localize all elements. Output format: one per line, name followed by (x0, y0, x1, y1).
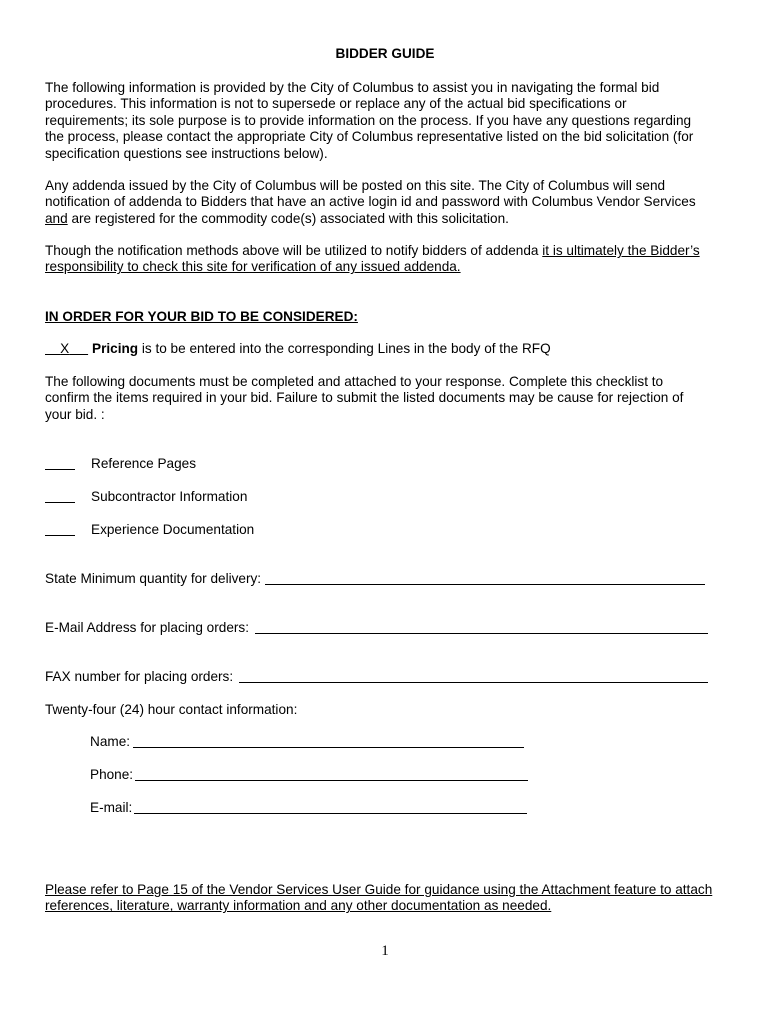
notification-underlined: it is ultimately the Bidder’s (542, 243, 700, 258)
intro-line: procedures. This information is not to supersede or replace any of the actual bid specifications or (45, 96, 627, 112)
checklist-item (45, 489, 248, 504)
checklist-item (45, 522, 255, 537)
documents-line: confirm the items required in your bid. Failure to submit the listed documents may be cause for rejection of (45, 390, 684, 406)
pricing-line (45, 341, 551, 356)
fax-field[interactable] (239, 682, 708, 683)
checklist-blank[interactable] (45, 489, 75, 503)
checklist-label: Reference Pages (91, 456, 197, 471)
notification-plain: Though the notification methods above will be utilized to notify bidders of addenda (45, 243, 543, 258)
pricing-text: is to be entered into the corresponding Lines in the body of the RFQ (138, 341, 551, 356)
documents-paragraph (45, 374, 735, 423)
notification-paragraph (45, 243, 735, 276)
checklist-item (45, 456, 197, 471)
contact-name-field[interactable] (133, 747, 524, 748)
fax-label: FAX number for placing orders: (45, 669, 234, 684)
intro-paragraph (45, 80, 735, 162)
min-qty-field[interactable] (265, 584, 705, 585)
section-heading: IN ORDER FOR YOUR BID TO BE CONSIDERED: (45, 309, 358, 324)
contact-email-label: E-mail: (90, 800, 133, 815)
contact-name-label: Name: (90, 734, 131, 749)
notification-line: responsibility to check this site for verification of any issued addenda. (45, 259, 461, 275)
min-qty-label: State Minimum quantity for delivery: (45, 571, 262, 586)
page-number: 1 (381, 943, 389, 959)
addenda-line: Any addenda issued by the City of Columbus will be posted on this site. The City of Columbus will send (45, 178, 666, 193)
addenda-line: notification of addenda to Bidders that have an active login id and password with Columbus Vendor Services (45, 194, 696, 210)
page-title: BIDDER GUIDE (335, 46, 435, 61)
checklist-blank[interactable] (45, 522, 75, 536)
contact-email-field[interactable] (134, 813, 527, 814)
addenda-and-underlined: and (45, 210, 68, 226)
checklist-label: Experience Documentation (91, 522, 255, 537)
footer-note-line: Please refer to Page 15 of the Vendor Services User Guide for guidance using the Attachment feature to attach (45, 882, 713, 897)
contact-phone-field[interactable] (135, 780, 528, 781)
pricing-mark: X (60, 341, 70, 356)
checklist-blank[interactable] (45, 456, 75, 470)
email-orders-field[interactable] (255, 633, 708, 634)
contact-phone-label: Phone: (90, 767, 134, 782)
addenda-line-rest: are registered for the commodity code(s) associated with this solicitation. (67, 210, 509, 226)
documents-line: your bid. : (45, 406, 105, 422)
email-orders-label: E-Mail Address for placing orders: (45, 620, 249, 635)
footer-note-line: references, literature, warranty information and any other documentation as needed. (45, 898, 552, 914)
intro-line: specification questions see instructions below). (45, 145, 328, 161)
pricing-check[interactable] (45, 341, 92, 356)
pricing-label: Pricing (92, 341, 139, 356)
notification-line (45, 243, 735, 259)
intro-line: the process, please contact the appropriate City of Columbus representative listed on the bid solicitation (for (45, 129, 694, 145)
documents-line: The following documents must be completed and attached to your response. Complete this checklist to (45, 374, 664, 389)
contact-heading: Twenty-four (24) hour contact information: (45, 702, 298, 717)
addenda-line (45, 211, 735, 227)
intro-line: The following information is provided by the City of Columbus to assist you in navigating the formal bid (45, 80, 660, 95)
footer-note (45, 882, 735, 915)
addenda-paragraph (45, 178, 735, 227)
intro-line: requirements; its sole purpose is to provide information on the process. If you have any questions regarding (45, 112, 692, 128)
checklist-label: Subcontractor Information (91, 489, 248, 504)
